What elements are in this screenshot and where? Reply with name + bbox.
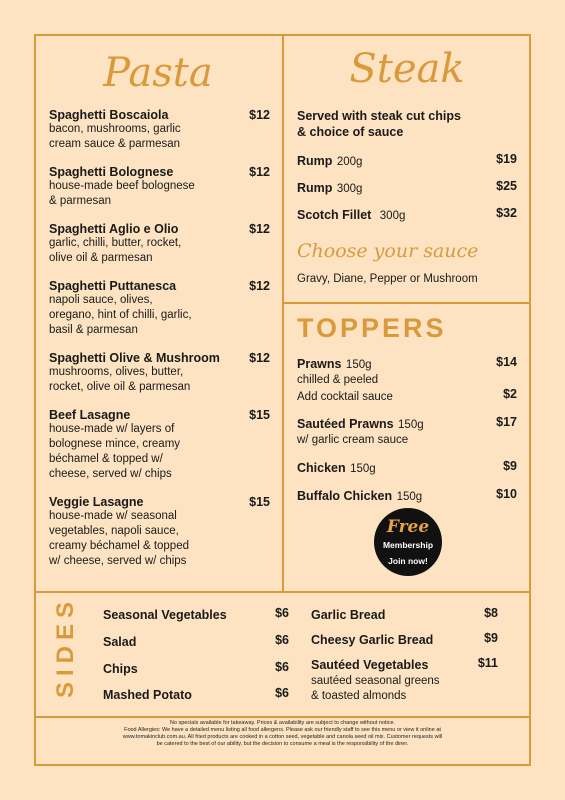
item-name: Sautéed Vegetables xyxy=(311,658,429,672)
item-price: $12 xyxy=(249,279,270,293)
item-desc: garlic, chilli, butter, rocket, olive oil & parmesan xyxy=(49,237,182,264)
item-price: $15 xyxy=(249,495,270,509)
footer-line: No specials available for takeaway. Prices & availability are subject to change without notice. xyxy=(169,720,396,726)
pasta-item xyxy=(49,408,274,482)
side-item xyxy=(103,633,289,651)
item-name: Rump xyxy=(297,181,333,195)
item-name: Beef Lasagne xyxy=(49,408,131,422)
item-name: Prawns xyxy=(297,357,342,371)
item-desc: bacon, mushrooms, garlic cream sauce & parmesan xyxy=(49,123,181,150)
pasta-item xyxy=(49,495,274,569)
item-name: Mashed Potato xyxy=(103,688,192,702)
topper-item xyxy=(297,355,517,388)
item-name: Chicken xyxy=(297,461,346,475)
side-item xyxy=(103,660,289,678)
item-weight: 150g xyxy=(345,359,372,371)
item-desc: sautéed seasonal greens & toasted almonds xyxy=(311,675,440,702)
steak-item xyxy=(297,206,517,224)
item-price: $9 xyxy=(484,631,498,645)
item-desc: house-made w/ layers of bolognese mince, creamy béchamel & topped w/ cheese, served w/ chips xyxy=(49,423,181,480)
item-price: $2 xyxy=(503,387,517,401)
item-price: $9 xyxy=(503,459,517,473)
item-price: $12 xyxy=(249,108,270,122)
item-price: $17 xyxy=(496,415,517,429)
item-price: $6 xyxy=(275,633,289,647)
item-name: Spaghetti Olive & Mushroom xyxy=(49,351,220,365)
pasta-title: Pasta xyxy=(103,50,213,96)
footer-line: www.tomakinclub.com.au. All fried products are cooked in a cotton seed, vegetable and canola seed oil mix. Customer requests will xyxy=(122,734,443,740)
item-price: $6 xyxy=(275,606,289,620)
side-item xyxy=(311,631,498,649)
item-name: Buffalo Chicken xyxy=(297,489,393,503)
steak-item xyxy=(297,179,517,197)
topper-item xyxy=(297,459,517,477)
item-desc: napoli sauce, olives, oregano, hint of chilli, garlic, basil & parmesan xyxy=(49,294,192,336)
item-price: $15 xyxy=(249,408,270,422)
pasta-item xyxy=(49,279,274,338)
footer-line: Food Allergies: We have a detailed menu listing all food allergens. Please ask our friendly staff to see this menu or view it online at xyxy=(124,727,441,733)
divider-steak-toppers xyxy=(283,302,531,304)
badge-free: Free xyxy=(386,517,430,537)
topper-item xyxy=(297,387,517,405)
item-weight: 150g xyxy=(396,491,423,503)
item-price: $6 xyxy=(275,660,289,674)
item-desc: mushrooms, olives, butter, rocket, olive oil & parmesan xyxy=(49,366,191,393)
item-weight: 200g xyxy=(336,156,363,168)
pasta-item xyxy=(49,165,274,209)
divider-vertical xyxy=(282,34,284,592)
item-name: Spaghetti Bolognese xyxy=(49,165,174,179)
divider-footer xyxy=(34,716,531,718)
footer-line: be catered to the best of our ability, but the decision to consume a meal is the responsibility of the diner. xyxy=(156,741,409,747)
divider-sides xyxy=(34,591,531,593)
item-desc: house-made w/ seasonal vegetables, napoli sauce, creamy béchamel & topped w/ cheese, served w/ chips xyxy=(49,510,189,567)
item-price: $25 xyxy=(496,179,517,193)
item-name: Veggie Lasagne xyxy=(49,495,144,509)
item-price: $11 xyxy=(477,656,498,670)
side-item xyxy=(311,606,498,624)
item-weight: 150g xyxy=(398,419,424,431)
steak-intro: Served with steak cut chips & choice of sauce xyxy=(297,109,461,139)
item-name: Salad xyxy=(103,635,137,649)
side-item xyxy=(103,686,289,704)
item-desc: chilled & peeled xyxy=(297,374,379,386)
topper-item xyxy=(297,415,517,448)
item-desc: w/ garlic cream sauce xyxy=(297,434,409,446)
sauce-title: Choose your sauce xyxy=(297,240,479,262)
badge-join: Join now! xyxy=(388,556,428,566)
item-name: Add cocktail sauce xyxy=(297,391,393,403)
pasta-item xyxy=(49,222,274,266)
item-price: $12 xyxy=(249,222,270,236)
item-name: Rump xyxy=(297,154,333,168)
pasta-item xyxy=(49,108,274,152)
item-price: $12 xyxy=(249,351,270,365)
item-name: Seasonal Vegetables xyxy=(103,608,227,622)
sides-title-wrap xyxy=(52,596,80,706)
item-price: $10 xyxy=(496,487,517,501)
badge-membership: Membership xyxy=(382,540,434,550)
steak-item xyxy=(297,152,517,170)
item-name: Garlic Bread xyxy=(311,608,386,622)
item-desc: house-made beef bolognese & parmesan xyxy=(49,180,195,207)
item-name: Spaghetti Aglio e Olio xyxy=(49,222,179,236)
item-price: $14 xyxy=(496,355,517,369)
item-price: $6 xyxy=(275,686,289,700)
sauce-options: Gravy, Diane, Pepper or Mushroom xyxy=(297,273,478,285)
side-item xyxy=(311,656,498,704)
steak-title: Steak xyxy=(349,46,465,92)
item-name: Spaghetti Puttanesca xyxy=(49,279,177,293)
toppers-title: TOPPERS xyxy=(297,313,447,343)
footer-notes xyxy=(60,720,505,748)
topper-item xyxy=(297,487,517,505)
item-weight: 300g xyxy=(336,183,363,195)
pasta-item xyxy=(49,351,274,395)
membership-badge[interactable] xyxy=(374,508,442,576)
item-price: $12 xyxy=(249,165,270,179)
item-name: Cheesy Garlic Bread xyxy=(311,633,434,647)
item-price: $19 xyxy=(496,152,517,166)
item-name: Chips xyxy=(103,662,138,676)
item-name: Spaghetti Boscaiola xyxy=(49,108,169,122)
side-item xyxy=(103,606,289,624)
item-weight: 150g xyxy=(350,463,376,475)
sides-title: SIDES xyxy=(52,596,79,699)
item-name: Sautéed Prawns xyxy=(297,417,394,431)
item-weight: 300g xyxy=(379,210,406,222)
item-name: Scotch Fillet xyxy=(297,208,372,222)
item-price: $8 xyxy=(484,606,498,620)
item-price: $32 xyxy=(496,206,517,220)
